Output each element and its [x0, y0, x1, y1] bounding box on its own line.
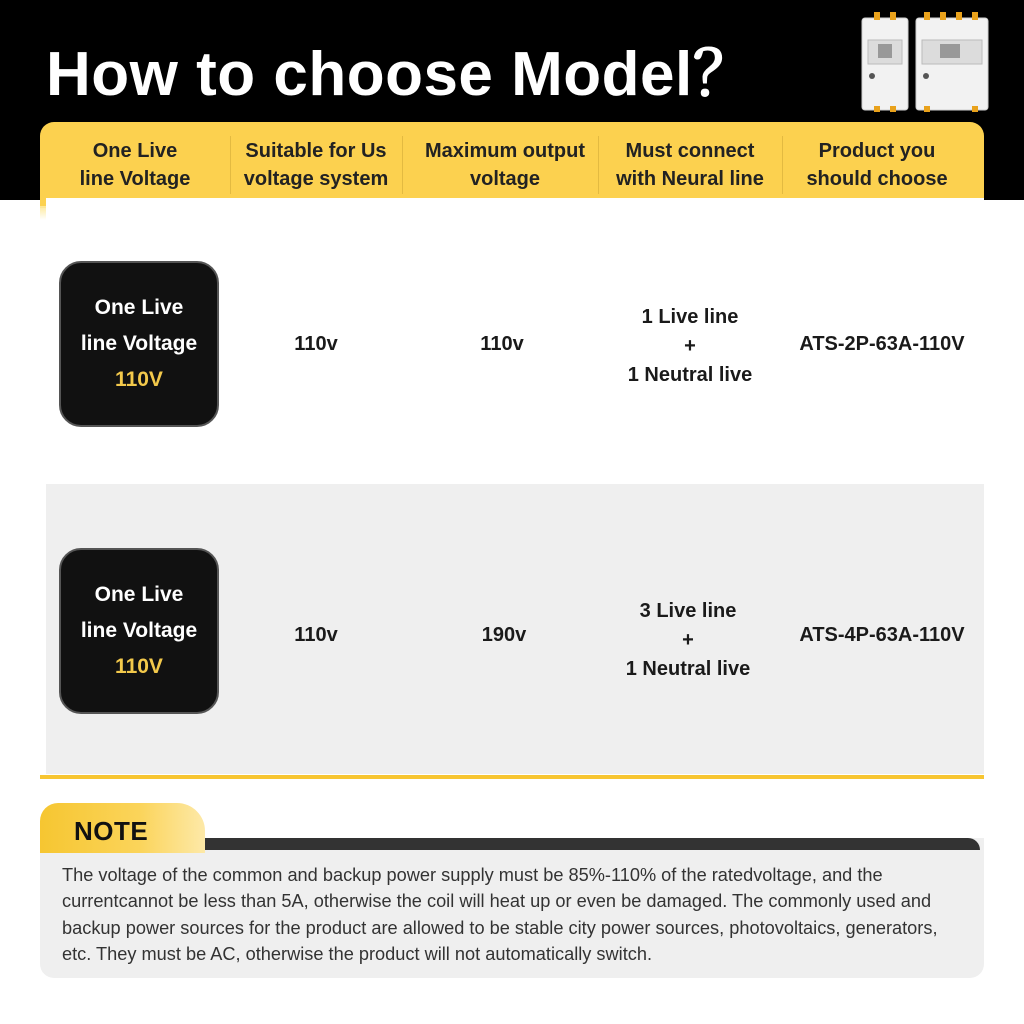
neutral-line-cell: 3 Live line + 1 Neutral live: [625, 599, 751, 680]
voltage-badge: One Live line Voltage 110V: [59, 261, 219, 427]
table-row: [46, 198, 984, 488]
page-title: How to choose Model？: [46, 40, 756, 109]
table-row: [46, 484, 984, 774]
header-cell: Product you should choose: [806, 140, 948, 190]
note-label: NOTE: [74, 816, 149, 846]
max-output-cell: 190v: [481, 623, 527, 646]
product-image: [860, 10, 990, 112]
note-text: The voltage of the common and backup power supply must be 85%-110% of the ratedvoltage, and the currentcannot be less than 5A, otherwise the coil will heat up or even be damaged. The commonly used and backup power sources for the product are allowed to be stable city power sources, photovoltaics, generators, etc. They must be AC, otherwise the product will not automatically switch.: [62, 865, 938, 964]
header-cell: One Live line Voltage: [79, 140, 191, 190]
header-cell: Suitable for Us voltage system: [243, 140, 389, 190]
table-bottom-border: [40, 775, 984, 779]
max-output-cell: 110v: [480, 332, 524, 355]
note-header-bar: [150, 838, 980, 850]
header-cell: Maximum output voltage: [425, 140, 585, 190]
table-header: [40, 122, 984, 208]
header-cell: Must connect with Neural line: [616, 140, 764, 190]
neutral-line-cell: 1 Live line + 1 Neutral live: [627, 305, 753, 386]
system-voltage-cell: 110v: [294, 332, 338, 355]
product-cell: ATS-4P-63A-110V: [799, 623, 965, 646]
product-cell: ATS-2P-63A-110V: [799, 332, 965, 355]
system-voltage-cell: 110v: [294, 623, 338, 646]
voltage-badge: One Live line Voltage 110V: [59, 548, 219, 714]
